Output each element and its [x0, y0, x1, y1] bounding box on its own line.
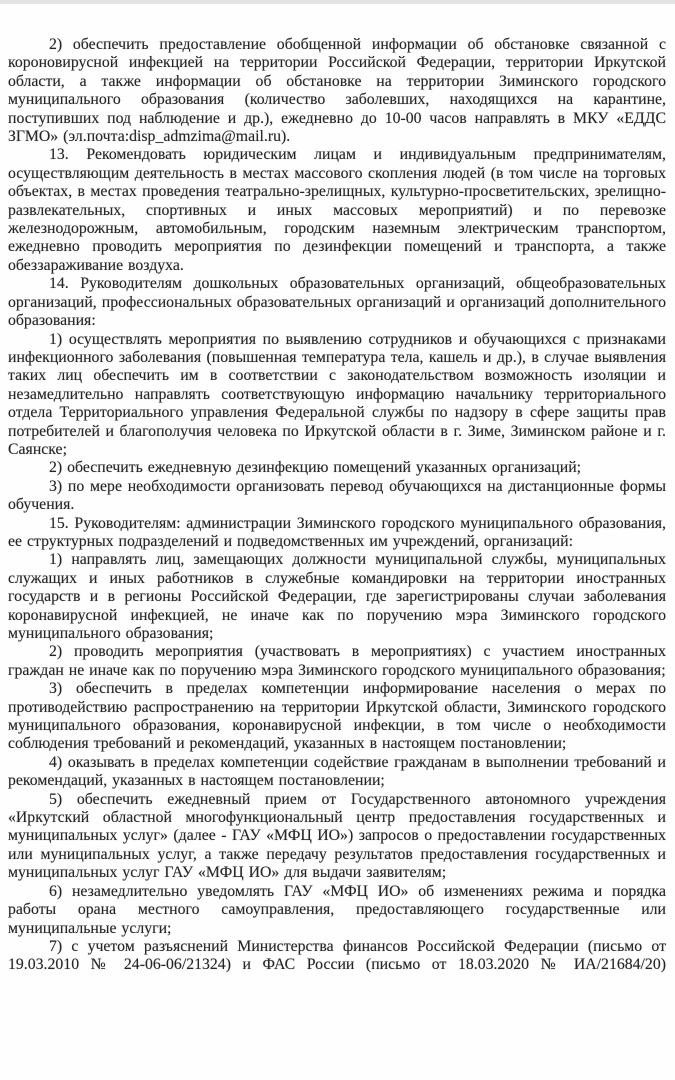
paragraph-clause15-sub2: 2) проводить мероприятия (участвовать в мероприятиях) с участием иностранных граждан не иначе как по поручению мэра Зиминского городского муниципального образования; [8, 643, 666, 679]
paragraph-clause15-sub5: 5) обеспечить ежедневный прием от Государственного автономного учреждения «Иркутский областной многофункциональный центр предоставления государственных и муниципальных услуг» (далее - ГАУ «МФЦ ИО») запросов о предоставлении государственных или муниципальных услуг, а также передачу результатов предоставления государственных и муниципальных услуг ГАУ «МФЦ ИО» для выдачи заявителям; [8, 790, 666, 882]
paragraph-clause14-sub2: 2) обеспечить ежедневную дезинфекцию помещений указанных организаций; [49, 459, 582, 477]
paragraph-clause14-sub3: 3) по мере необходимости организовать перевод обучающихся на дистанционные формы обучения. [8, 477, 666, 514]
paragraph-item2-info-reporting: 2) обеспечить предоставление обобщенной информации об обстановке связанной с короновирусной инфекцией на территории Российской Федерации, территории Иркутской области, а также информации об обстановке на территории Зиминского городского муниципального образования (количество заболевших, находящихся на карантине, поступивших под наблюдение и др.), ежедневно до 10-00 часов направлять в МКУ «ЕДДС ЗГМО» (эл.почта:disp_admzima@mail.ru). [8, 36, 666, 146]
paragraph-clause15-sub6: 6) незамедлительно уведомлять ГАУ «МФЦ ИО» об изменениях режима и порядка работы орана местного самоуправления, предоставляющего государственные или муниципальные услуги; [8, 882, 666, 937]
paragraph-clause15-sub3: 3) обеспечить в пределах компетенции информирование населения о мерах по противодействию распространению на территории Иркутской области, Зиминского городского муниципального образования, коронавирусной инфекции, в том числе о необходимости соблюдения требований и рекомендаций, указанных в настоящем постановлении; [8, 680, 666, 753]
paragraph-clause15-sub7: 7) с учетом разъяснений Министерства финансов Российской Федерации (письмо от 19.03.2010 № 24-06-06/21324) и ФАС России (письмо от 18.03.2020 № ИА/21684/20) [8, 937, 666, 974]
scan-edge-artifact [0, 0, 675, 4]
paragraph-clause15-heading: 15. Руководителям: администрации Зиминского городского муниципального образования, ее структурных подразделений и подведомственных им учреждений, организаций: [8, 514, 666, 550]
paragraph-clause14-heading: 14. Руководителям дошкольных образовательных организаций, общеобразовательных организаций, профессиональных образовательных организаций и организаций дополнительного образования: [8, 275, 666, 330]
paragraph-clause14-sub1: 1) осуществлять мероприятия по выявлению сотрудников и обучающихся с признаками инфекционного заболевания (повышенная температура тела, кашель и др.), в случае выявления таких лиц обеспечить им в соответствии с законодательством возможность изоляции и незамедлительно направлять соответствующую информацию начальнику территориального отдела Территориального управления Федеральной службы по надзору в сфере защиты прав потребителей и благополучия человека по Иркутской области в г. Зиме, Зиминском районе и г. Саянске; [8, 330, 666, 458]
paragraph-clause15-sub1: 1) направлять лиц, замещающих должности муниципальной службы, муниципальных служащих и иных работников в служебные командировки на территории иностранных государств и в регионы Российской Федерации, где зарегистрированы случаи заболевания коронавирусной инфекцией, не иначе как по поручению мэра Зиминского городского муниципального образования; [8, 551, 666, 642]
paragraph-clause13-recommendation: 13. Рекомендовать юридическим лицам и индивидуальным предпринимателям, осуществляющим деятельность в местах массового скопления людей (в том числе на торговых объектах, в местах проведения театрально-зрелищных, культурно-просветительских, зрелищно-развлекательных, спортивных и иных массовых мероприятий) и по перевозке железнодорожным, автомобильным, городским наземным электрическим транспортом, ежедневно проводить мероприятия по дезинфекции помещений и транспорта, а также обеззараживание воздуха. [8, 146, 666, 274]
document-text-block [0, 36, 675, 975]
paragraph-clause15-sub4: 4) оказывать в пределах компетенции содействие гражданам в выполнении требований и рекомендаций, указанных в настоящем постановлении; [8, 753, 666, 790]
